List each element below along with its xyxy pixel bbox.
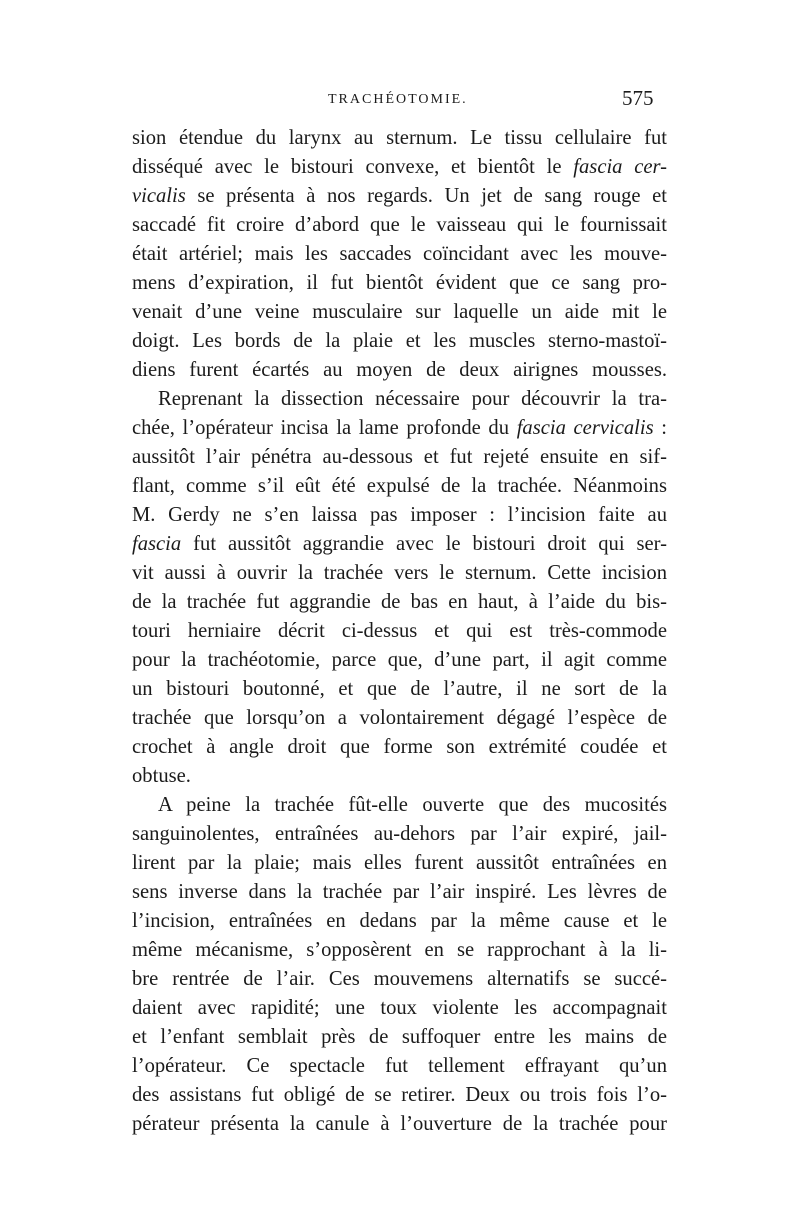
- text-line: [132, 530, 667, 559]
- text-line: A peine la trachée fût-elle ouverte que des mucosités: [158, 794, 667, 816]
- text-line: sens inverse dans la trachée par l’air inspiré. Les lèvres de: [132, 881, 667, 903]
- text-line: vit aussi à ouvrir la trachée vers le sternum. Cette incision: [132, 562, 667, 584]
- running-title: TRACHÉOTOMIE.: [328, 92, 468, 107]
- text-line: aussitôt l’air pénétra au-dessous et fut rejeté ensuite en sif-: [132, 446, 667, 468]
- text-line: bre rentrée de l’air. Ces mouvemens alternatifs se succé-: [132, 968, 667, 990]
- running-head: [0, 86, 800, 116]
- text-line: doigt. Les bords de la plaie et les muscles sterno-mastoï-: [132, 330, 667, 352]
- text-line: [132, 414, 667, 443]
- text-line: M. Gerdy ne s’en laissa pas imposer : l’incision faite au: [132, 504, 667, 526]
- text-line: sion étendue du larynx au sternum. Le tissu cellulaire fut: [132, 127, 667, 149]
- text-segment: disséqué avec le bistouri convexe, et bientôt le: [132, 156, 574, 178]
- text-line: trachée que lorsqu’on a volontairement dégagé l’espèce de: [132, 707, 667, 729]
- italic-term: fascia: [132, 533, 182, 555]
- text-line: pour la trachéotomie, parce que, d’une part, il agit comme: [132, 649, 667, 671]
- text-line: crochet à angle droit que forme son extrémité coudée et: [132, 736, 667, 758]
- paragraph: [132, 124, 667, 385]
- text-line: même mécanisme, s’opposèrent en se rapprochant à la li-: [132, 939, 667, 961]
- italic-term: fascia cervicalis: [516, 417, 654, 439]
- page-number: 575: [622, 86, 654, 110]
- text-line: pérateur présenta la canule à l’ouverture de la trachée pour: [132, 1113, 667, 1135]
- text-line: et l’enfant semblait près de suffoquer entre les mains de: [132, 1026, 667, 1048]
- body-text: [132, 124, 667, 1139]
- text-line: flant, comme s’il eût été expulsé de la trachée. Néanmoins: [132, 475, 667, 497]
- text-line: venait d’une veine musculaire sur laquelle un aide mit le: [132, 301, 667, 323]
- text-line: [132, 153, 667, 182]
- text-line: obtuse.: [132, 765, 191, 787]
- text-line: un bistouri boutonné, et que de l’autre, il ne sort de la: [132, 678, 667, 700]
- text-line: diens furent écartés au moyen de deux airignes mousses.: [132, 359, 667, 381]
- text-line: des assistans fut obligé de se retirer. Deux ou trois fois l’o-: [132, 1084, 667, 1106]
- text-line: [132, 182, 667, 211]
- text-line: l’incision, entraînées en dedans par la même cause et le: [132, 910, 667, 932]
- text-line: touri herniaire décrit ci-dessus et qui est très-commode: [132, 620, 667, 642]
- paragraph: [132, 385, 667, 791]
- text-segment: se présenta à nos regards. Un jet de sang rouge et: [185, 185, 667, 207]
- italic-term: vicalis: [132, 185, 186, 207]
- text-segment: :: [653, 417, 667, 439]
- text-segment: fut aussitôt aggrandie avec le bistouri droit qui ser-: [181, 533, 667, 555]
- text-line: était artériel; mais les saccades coïncidant avec les mouve-: [132, 243, 667, 265]
- text-line: lirent par la plaie; mais elles furent aussitôt entraînées en: [132, 852, 667, 874]
- paragraph: [132, 791, 667, 1139]
- text-segment: chée, l’opérateur incisa la lame profonde du: [132, 417, 517, 439]
- text-line: Reprenant la dissection nécessaire pour découvrir la tra-: [158, 388, 667, 410]
- text-line: de la trachée fut aggrandie de bas en haut, à l’aide du bis-: [132, 591, 667, 613]
- italic-term: fascia cer-: [573, 156, 667, 178]
- text-line: sanguinolentes, entraînées au-dehors par l’air expiré, jail-: [132, 823, 667, 845]
- text-line: saccadé fit croire d’abord que le vaisseau qui le fournissait: [132, 214, 667, 236]
- text-line: daient avec rapidité; une toux violente les accompagnait: [132, 997, 667, 1019]
- text-line: l’opérateur. Ce spectacle fut tellement effrayant qu’un: [132, 1055, 667, 1077]
- text-line: mens d’expiration, il fut bientôt évident que ce sang pro-: [132, 272, 667, 294]
